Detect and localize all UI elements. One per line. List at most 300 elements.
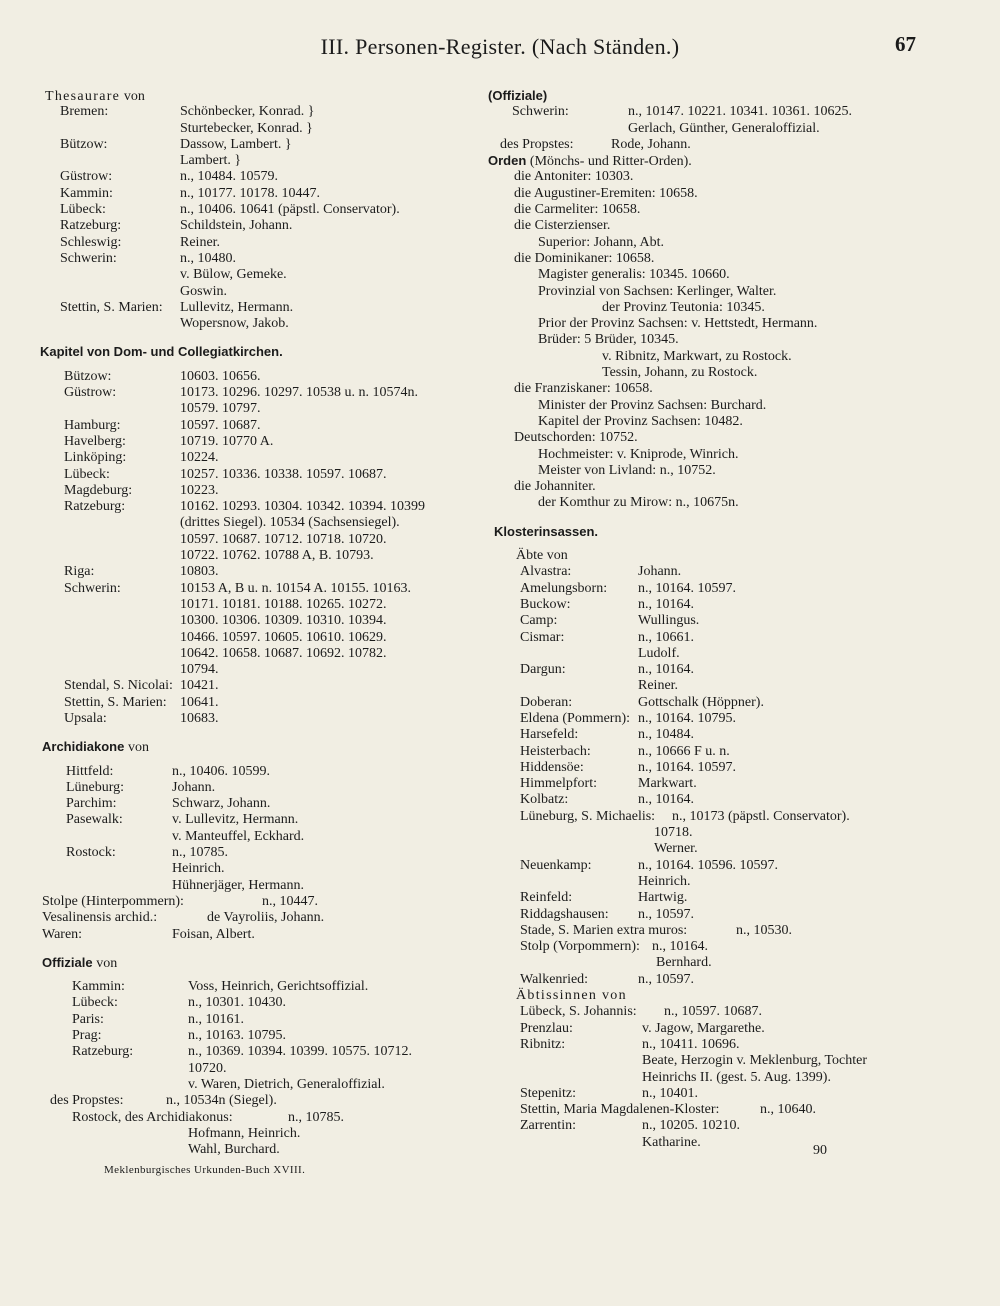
register-entry xyxy=(488,202,958,218)
entry-value: n., 10164. 10597. xyxy=(638,580,736,596)
entry-place: Kolbatz: xyxy=(520,792,569,808)
entry-value: n., 10164. 10596. 10597. xyxy=(638,857,778,873)
entry-place: Schwerin: xyxy=(512,104,569,120)
register-entry xyxy=(40,646,480,662)
register-entry xyxy=(488,809,958,825)
entry-value: n., 10173 (päpstl. Conservator). xyxy=(672,808,850,824)
register-entry xyxy=(40,169,480,185)
entry-value: Beate, Herzogin v. Meklenburg, Tochter xyxy=(642,1053,868,1069)
signature-mark: 90 xyxy=(813,1143,827,1158)
entry-place: Güstrow: xyxy=(64,385,117,401)
entry-value: Markwart. xyxy=(638,776,697,792)
entry-place: Reinfeld: xyxy=(520,890,573,906)
register-entry xyxy=(488,284,958,300)
entry-place: Prag: xyxy=(72,1028,102,1044)
entry-place: Linköping: xyxy=(64,450,127,466)
register-entry xyxy=(40,979,480,995)
entry-place: Upsala: xyxy=(64,710,107,726)
entry-value: (drittes Siegel). 10534 (Sachsensiegel). xyxy=(180,515,400,531)
entry-value: Katharine. xyxy=(642,1134,701,1150)
entry-place: des Propstes: xyxy=(50,1093,124,1109)
register-entry xyxy=(488,251,958,267)
register-entry xyxy=(40,780,480,796)
register-entry xyxy=(40,1142,480,1158)
entry-value: Rode, Johann. xyxy=(611,136,691,152)
entry-text: Superior: Johann, Abt. xyxy=(538,234,664,250)
register-entry xyxy=(40,121,480,137)
entry-place: Stettin, Maria Magdalenen-Kloster: xyxy=(520,1102,720,1118)
register-entry xyxy=(40,316,480,332)
entry-text: Deutschorden: 10752. xyxy=(514,430,638,446)
register-entry xyxy=(488,890,958,906)
register-entry xyxy=(40,695,480,711)
entry-place: Parchim: xyxy=(66,796,117,812)
entry-place: des Propstes: xyxy=(500,136,574,152)
entry-value: 10719. 10770 A. xyxy=(180,433,274,449)
entry-value: 10173. 10296. 10297. 10538 u. n. 10574n. xyxy=(180,385,418,401)
entry-place: Lüneburg: xyxy=(66,779,125,795)
footer-source: Meklenburgisches Urkunden-Buch XVIII. xyxy=(104,1164,306,1176)
register-entry xyxy=(488,463,958,479)
entry-value: Wullingus. xyxy=(638,613,700,629)
entry-value: n., 10640. xyxy=(760,1102,816,1118)
entry-place: Kammin: xyxy=(60,185,113,201)
entry-value: n., 10164. xyxy=(638,792,694,808)
entry-place: Rostock: xyxy=(66,845,116,861)
entry-text: die Cisterzienser. xyxy=(514,218,611,234)
entry-place: Alvastra: xyxy=(520,564,572,580)
register-entry xyxy=(488,548,958,564)
entry-text: Tessin, Johann, zu Rostock. xyxy=(602,365,758,381)
register-entry xyxy=(40,499,480,515)
entry-value: Bernhard. xyxy=(656,955,712,971)
entry-place: Stendal, S. Nicolai: xyxy=(64,678,173,694)
entry-text: v. Ribnitz, Markwart, zu Rostock. xyxy=(602,348,792,364)
entry-value: n., 10147. 10221. 10341. 10361. 10625. xyxy=(628,104,852,120)
section-heading-suffix: (Mönchs- und Ritter-Orden). xyxy=(529,154,692,170)
entry-value: 10641. xyxy=(180,694,219,710)
entry-value: v. Jagow, Margarethe. xyxy=(642,1020,765,1036)
entry-place: Havelberg: xyxy=(64,433,126,449)
entry-place: Lübeck: xyxy=(64,466,110,482)
entry-value: Lambert. } xyxy=(180,153,242,169)
entry-value: Reiner. xyxy=(638,678,679,694)
entry-place: Stade, S. Marien extra muros: xyxy=(520,922,688,938)
register-entry xyxy=(40,878,480,894)
entry-place: Himmelpfort: xyxy=(520,776,597,792)
entry-value: n., 10406. 10599. xyxy=(172,763,270,779)
register-entry xyxy=(488,760,958,776)
entry-place: Harsefeld: xyxy=(520,727,579,743)
register-entry xyxy=(488,365,958,381)
entry-value: 10300. 10306. 10309. 10310. 10394. xyxy=(180,613,387,629)
entry-value: 10223. xyxy=(180,482,219,498)
entry-value: Heinrichs II. (gest. 5. Aug. 1399). xyxy=(642,1069,831,1085)
register-entry xyxy=(40,711,480,727)
entry-value: 10803. xyxy=(180,564,219,580)
register-entry xyxy=(40,515,480,531)
entry-text: Prior der Provinz Sachsen: v. Hettstedt, Hermann. xyxy=(538,316,818,332)
entry-place: Lübeck: xyxy=(72,995,118,1011)
register-entry xyxy=(488,235,958,251)
register-entry xyxy=(488,430,958,446)
entry-value: v. Manteuffel, Eckhard. xyxy=(172,828,305,844)
register-entry xyxy=(488,1037,958,1053)
register-entry xyxy=(488,923,958,939)
entry-text: die Johanniter. xyxy=(514,479,596,495)
entry-place: Stolp (Vorpommern): xyxy=(520,939,640,955)
register-entry xyxy=(488,398,958,414)
section-heading xyxy=(40,955,480,971)
entry-place: Hiddensöe: xyxy=(520,759,584,775)
register-entry xyxy=(40,995,480,1011)
entry-value: 10718. xyxy=(654,825,693,841)
right-column xyxy=(488,88,958,1151)
register-entry xyxy=(488,267,958,283)
entry-text: Provinzial von Sachsen: Kerlinger, Walter. xyxy=(538,283,777,299)
spacer xyxy=(40,727,480,739)
entry-place: Schwerin: xyxy=(64,580,121,596)
entry-value: 10683. xyxy=(180,710,219,726)
register-entry xyxy=(488,316,958,332)
register-entry xyxy=(488,1070,958,1086)
spacer xyxy=(40,943,480,955)
register-entry xyxy=(488,874,958,890)
section-heading xyxy=(488,88,958,104)
entry-value: 10162. 10293. 10304. 10342. 10394. 10399 xyxy=(180,499,425,515)
section-heading-title: Klosterinsassen. xyxy=(494,523,599,539)
entry-place: Camp: xyxy=(520,613,558,629)
entry-place: Amelungsborn: xyxy=(520,580,608,596)
register-entry xyxy=(488,776,958,792)
register-entry xyxy=(488,1021,958,1037)
entry-value: Heinrich. xyxy=(172,861,225,877)
entry-text: Magister generalis: 10345. 10660. xyxy=(538,267,730,283)
register-entry xyxy=(488,727,958,743)
register-entry xyxy=(40,235,480,251)
entry-value: n., 10406. 10641 (päpstl. Conservator). xyxy=(180,202,400,218)
entry-text: Minister der Provinz Sachsen: Burchard. xyxy=(538,397,767,413)
entry-value: 10597. 10687. xyxy=(180,417,261,433)
entry-value: n., 10597. xyxy=(638,906,694,922)
entry-value: n., 10480. xyxy=(180,250,236,266)
register-entry xyxy=(488,381,958,397)
entry-text: Äbtissinnen von xyxy=(516,988,627,1004)
entry-value: 10466. 10597. 10605. 10610. 10629. xyxy=(180,629,387,645)
entry-value: n., 10164. 10597. xyxy=(638,759,736,775)
entry-value: n., 10164. 10795. xyxy=(638,710,736,726)
register-entry xyxy=(40,861,480,877)
register-entry xyxy=(40,1044,480,1060)
register-entry xyxy=(40,483,480,499)
left-column xyxy=(40,88,480,1158)
section-heading-title: Kapitel von Dom- und Collegiatkirchen. xyxy=(40,344,283,360)
register-entry xyxy=(40,1061,480,1077)
register-entry xyxy=(40,597,480,613)
section-heading-suffix: von xyxy=(127,740,149,756)
entry-value: Goswin. xyxy=(180,283,228,299)
register-entry xyxy=(488,613,958,629)
register-entry xyxy=(40,267,480,283)
entry-value: n., 10534n (Siegel). xyxy=(166,1093,277,1109)
entry-place: Bremen: xyxy=(60,104,109,120)
entry-value: n., 10530. xyxy=(736,922,792,938)
entry-value: Gerlach, Günther, Generaloffizial. xyxy=(628,120,820,136)
entry-value: n., 10597. xyxy=(638,971,694,987)
spacer xyxy=(488,512,958,524)
entry-value: Voss, Heinrich, Gerichtsoffizial. xyxy=(188,979,369,995)
register-entry xyxy=(488,792,958,808)
entry-value: Werner. xyxy=(654,841,698,857)
register-entry xyxy=(488,300,958,316)
entry-value: Johann. xyxy=(638,564,682,580)
entry-place: Prenzlau: xyxy=(520,1020,573,1036)
section-heading xyxy=(40,344,480,360)
entry-value: n., 10161. xyxy=(188,1011,244,1027)
register-entry xyxy=(40,202,480,218)
entry-value: Schwarz, Johann. xyxy=(172,796,271,812)
entry-value: n., 10163. 10795. xyxy=(188,1028,286,1044)
register-entry xyxy=(40,137,480,153)
register-entry xyxy=(40,764,480,780)
register-entry xyxy=(40,630,480,646)
entry-place: Ratzeburg: xyxy=(72,1044,134,1060)
entry-value: n., 10666 F u. n. xyxy=(638,743,730,759)
entry-place: Lüneburg, S. Michaelis: xyxy=(520,808,656,824)
entry-value: n., 10177. 10178. 10447. xyxy=(180,185,320,201)
register-entry xyxy=(488,186,958,202)
register-entry xyxy=(40,910,480,926)
entry-value: Dassow, Lambert. } xyxy=(180,136,292,152)
entry-value: n., 10597. 10687. xyxy=(664,1004,762,1020)
register-entry xyxy=(40,548,480,564)
register-entry xyxy=(488,349,958,365)
entry-place: Pasewalk: xyxy=(66,812,123,828)
entry-value: n., 10411. 10696. xyxy=(642,1036,740,1052)
entry-value: Schönbecker, Konrad. } xyxy=(180,104,315,120)
entry-value: 10224. xyxy=(180,450,219,466)
register-entry xyxy=(488,479,958,495)
register-entry xyxy=(488,581,958,597)
register-entry xyxy=(488,1135,958,1151)
register-entry xyxy=(40,662,480,678)
entry-place: Neuenkamp: xyxy=(520,857,592,873)
entry-place: Güstrow: xyxy=(60,169,113,185)
entry-value: n., 10301. 10430. xyxy=(188,995,286,1011)
register-entry xyxy=(40,284,480,300)
entry-value: n., 10785. xyxy=(172,845,228,861)
entry-value: Heinrich. xyxy=(638,873,691,889)
section-heading-title: Orden xyxy=(488,153,527,169)
entry-text: die Antoniter: 10303. xyxy=(514,169,634,185)
register-entry xyxy=(40,218,480,234)
entry-text: Brüder: 5 Brüder, 10345. xyxy=(538,332,679,348)
entry-place: Bützow: xyxy=(60,136,108,152)
entry-place: Stepenitz: xyxy=(520,1085,576,1101)
register-entry xyxy=(488,988,958,1004)
register-entry xyxy=(40,153,480,169)
register-entry xyxy=(40,581,480,597)
entry-place: Doberan: xyxy=(520,694,573,710)
entry-place: Stolpe (Hinterpommern): xyxy=(42,893,184,909)
section-heading-title: Offiziale xyxy=(42,954,93,970)
register-entry xyxy=(488,907,958,923)
register-entry xyxy=(488,955,958,971)
entry-text: der Komthur zu Mirow: n., 10675n. xyxy=(538,495,739,511)
register-entry xyxy=(40,1126,480,1142)
register-entry xyxy=(40,251,480,267)
register-entry xyxy=(488,169,958,185)
register-entry xyxy=(40,845,480,861)
entry-place: Kammin: xyxy=(72,979,125,995)
entry-place: Schleswig: xyxy=(60,234,122,250)
register-entry xyxy=(488,662,958,678)
entry-place: Walkenried: xyxy=(520,971,589,987)
spacer xyxy=(40,332,480,344)
section-heading-suffix: von xyxy=(96,955,118,971)
entry-value: Sturtebecker, Konrad. } xyxy=(180,120,313,136)
register-entry xyxy=(488,1004,958,1020)
register-entry xyxy=(40,796,480,812)
register-entry xyxy=(40,1028,480,1044)
entry-value: Wopersnow, Jakob. xyxy=(180,316,289,332)
register-entry xyxy=(488,841,958,857)
section-heading-title: Thesaurare xyxy=(45,89,121,104)
entry-value: Gottschalk (Höppner). xyxy=(638,694,764,710)
register-entry xyxy=(40,829,480,845)
entry-value: 10421. xyxy=(180,678,219,694)
entry-place: Heisterbach: xyxy=(520,743,591,759)
section-heading xyxy=(488,524,958,540)
entry-value: n., 10785. xyxy=(288,1109,344,1125)
entry-value: 10257. 10336. 10338. 10597. 10687. xyxy=(180,466,387,482)
entry-value: n., 10661. xyxy=(638,629,694,645)
register-entry xyxy=(488,972,958,988)
entry-text: der Provinz Teutonia: 10345. xyxy=(602,299,765,315)
entry-text: Hochmeister: v. Kniprode, Winrich. xyxy=(538,446,739,462)
entry-text: Äbte von xyxy=(516,548,568,564)
register-entry xyxy=(488,447,958,463)
entry-value: v. Bülow, Gemeke. xyxy=(180,267,287,283)
section-heading-suffix: von xyxy=(123,89,145,104)
section-heading xyxy=(40,739,480,755)
section-heading xyxy=(40,88,480,104)
entry-text: die Dominikaner: 10658. xyxy=(514,250,655,266)
entry-value: Hofmann, Heinrich. xyxy=(188,1125,301,1141)
entry-value: Wahl, Burchard. xyxy=(188,1142,280,1158)
register-entry xyxy=(40,894,480,910)
entry-value: de Vayroliis, Johann. xyxy=(207,910,325,926)
register-entry xyxy=(40,434,480,450)
entry-text: die Franziskaner: 10658. xyxy=(514,381,653,397)
entry-value: n., 10484. xyxy=(638,727,694,743)
entry-place: Riddagshausen: xyxy=(520,906,609,922)
entry-place: Lübeck: xyxy=(60,202,106,218)
entry-value: 10642. 10658. 10687. 10692. 10782. xyxy=(180,645,387,661)
register-entry xyxy=(40,369,480,385)
register-entry xyxy=(488,1118,958,1134)
register-entry xyxy=(40,812,480,828)
entry-place: Eldena (Pommern): xyxy=(520,710,631,726)
entry-place: Vesalinensis archid.: xyxy=(42,910,158,926)
register-entry xyxy=(488,121,958,137)
entry-value: n., 10164. xyxy=(638,662,694,678)
entry-place: Buckow: xyxy=(520,596,571,612)
register-entry xyxy=(40,467,480,483)
entry-value: 10579. 10797. xyxy=(180,401,261,417)
register-entry xyxy=(488,678,958,694)
register-entry xyxy=(40,418,480,434)
entry-place: Magdeburg: xyxy=(64,482,133,498)
entry-text: die Carmeliter: 10658. xyxy=(514,202,641,218)
register-entry xyxy=(40,1012,480,1028)
register-entry xyxy=(40,927,480,943)
register-entry xyxy=(488,939,958,955)
entry-place: Riga: xyxy=(64,564,95,580)
entry-place: Bützow: xyxy=(64,368,112,384)
register-entry xyxy=(488,137,958,153)
entry-value: Johann. xyxy=(172,779,216,795)
register-entry xyxy=(488,646,958,662)
entry-place: Ribnitz: xyxy=(520,1036,566,1052)
entry-place: Hamburg: xyxy=(64,417,121,433)
register-entry xyxy=(488,1086,958,1102)
entry-place: Lübeck, S. Johannis: xyxy=(520,1004,637,1020)
register-entry xyxy=(40,300,480,316)
entry-value: Foisan, Albert. xyxy=(172,926,255,942)
entry-value: n., 10484. 10579. xyxy=(180,169,278,185)
section-heading-title: (Offiziale) xyxy=(488,88,548,103)
entry-value: Hartwig. xyxy=(638,890,688,906)
register-entry xyxy=(488,564,958,580)
register-entry xyxy=(40,385,480,401)
entry-place: Zarrentin: xyxy=(520,1118,576,1134)
section-heading xyxy=(488,153,958,169)
entry-text: die Augustiner-Eremiten: 10658. xyxy=(514,185,698,201)
entry-value: Lullevitz, Hermann. xyxy=(180,299,294,315)
entry-place: Ratzeburg: xyxy=(64,499,126,515)
register-entry xyxy=(488,711,958,727)
register-entry xyxy=(40,104,480,120)
entry-value: n., 10164. xyxy=(638,596,694,612)
register-entry xyxy=(488,495,958,511)
entry-value: 10720. xyxy=(188,1060,227,1076)
register-entry xyxy=(488,414,958,430)
entry-value: Ludolf. xyxy=(638,645,680,661)
entry-value: n., 10205. 10210. xyxy=(642,1118,740,1134)
entry-place: Ratzeburg: xyxy=(60,218,122,234)
entry-value: v. Lullevitz, Hermann. xyxy=(172,812,299,828)
entry-value: Schildstein, Johann. xyxy=(180,218,293,234)
register-entry xyxy=(40,613,480,629)
register-entry xyxy=(488,695,958,711)
register-entry xyxy=(488,630,958,646)
entry-value: 10603. 10656. xyxy=(180,368,261,384)
section-heading-title: Archidiakone xyxy=(42,739,125,755)
entry-place: Rostock, des Archidiakonus: xyxy=(72,1109,233,1125)
entry-text: Kapitel der Provinz Sachsen: 10482. xyxy=(538,413,743,429)
entry-value: 10171. 10181. 10188. 10265. 10272. xyxy=(180,596,387,612)
register-entry xyxy=(40,401,480,417)
register-entry xyxy=(40,678,480,694)
entry-text: Meister von Livland: n., 10752. xyxy=(538,462,716,478)
register-entry xyxy=(488,597,958,613)
entry-value: n., 10401. xyxy=(642,1085,698,1101)
entry-value: n., 10447. xyxy=(262,893,318,909)
entry-place: Paris: xyxy=(72,1011,104,1027)
entry-value: 10794. xyxy=(180,662,219,678)
entry-place: Schwerin: xyxy=(60,250,117,266)
